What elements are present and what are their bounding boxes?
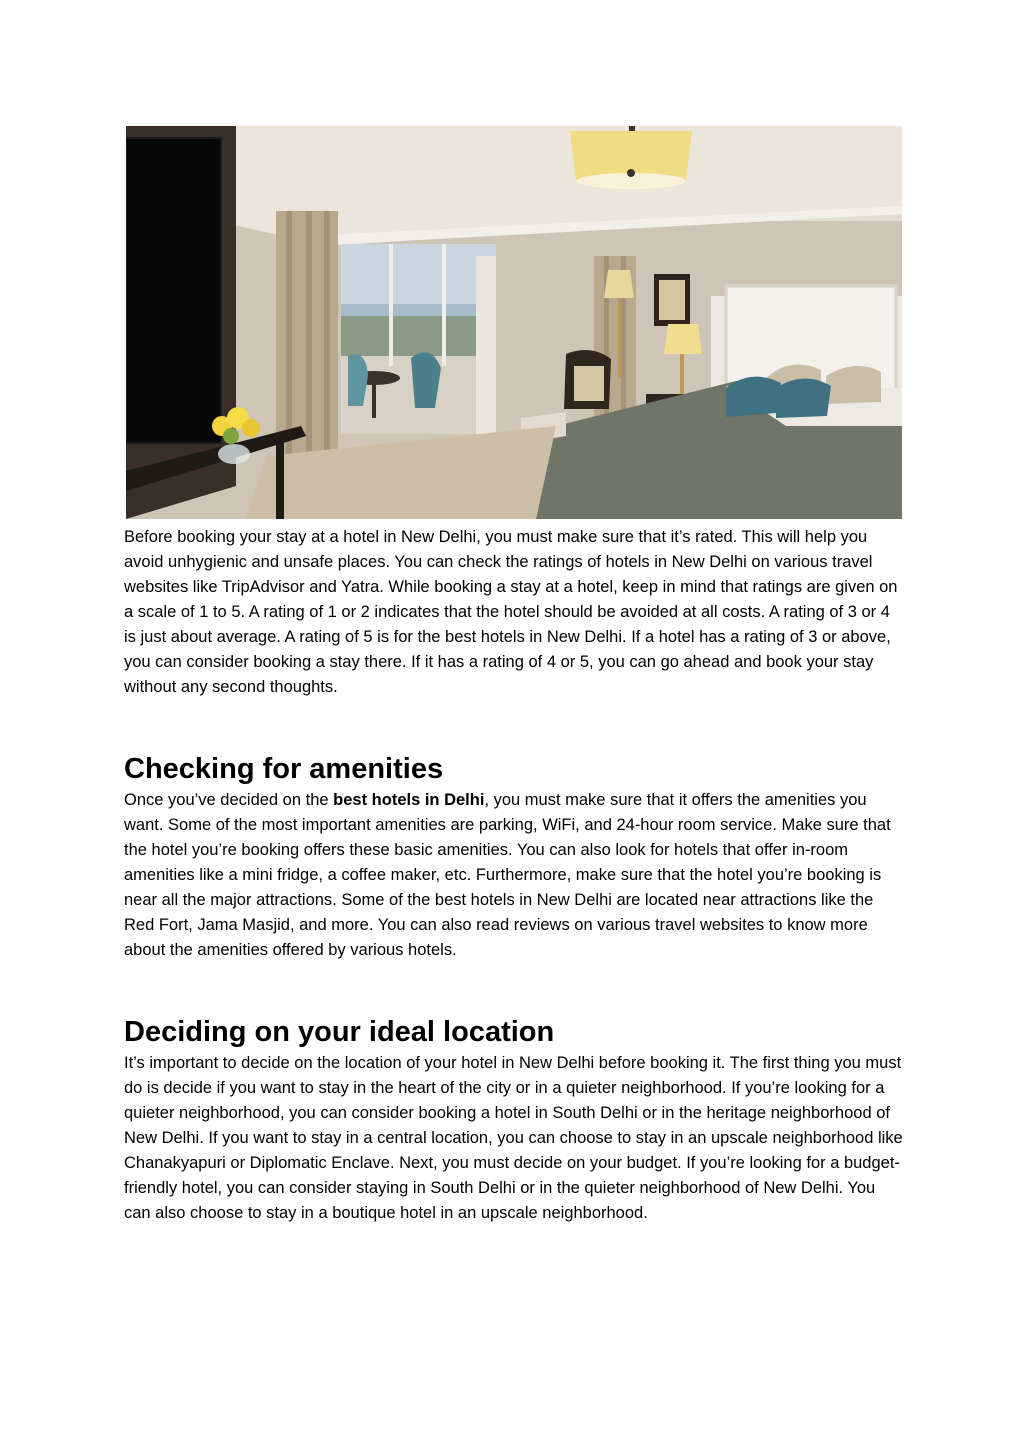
best-hotels-bold-text: best hotels in Delhi bbox=[333, 791, 485, 809]
amenities-paragraph bbox=[124, 788, 904, 963]
intro-paragraph: Before booking your stay at a hotel in New Delhi, you must make sure that it’s rated. This will help you avoid unhygienic and unsafe places. You can check the ratings of hotels in New Delhi on various travel websites like TripAdvisor and Yatra. While booking a stay at a hotel, keep in mind that ratings are given on a scale of 1 to 5. A rating of 1 or 2 indicates that the hotel should be avoided at all costs. A rating of 3 or 4 is just about average. A rating of 5 is for the best hotels in New Delhi. If a hotel has a rating of 3 or above, you can consider booking a stay there. If it has a rating of 4 or 5, you can go ahead and book your stay without any second thoughts. bbox=[124, 528, 898, 696]
amenities-text-after: , you must make sure that it offers the amenities you want. Some of the most important amenities are parking, WiFi, and 24-hour room service. Make sure that the hotel you’re booking offers these basic amenities. You can also look for hotels that offer in-room amenities like a mini fridge, a coffee maker, etc. Furthermore, make sure that the hotel you’re booking is near all the major attractions. Some of the best hotels in New Delhi are located near attractions like the Red Fort, Jama Masjid, and more. You can also read reviews on various travel websites to know more about the amenities offered by various hotels. bbox=[124, 791, 891, 959]
hotel-bedroom-photo bbox=[126, 126, 902, 519]
location-heading: Deciding on your ideal location bbox=[124, 1016, 555, 1048]
amenities-text-before: Once you’ve decided on the bbox=[124, 791, 334, 809]
location-paragraph: It’s important to decide on the location of your hotel in New Delhi before booking it. The first thing you must do is decide if you want to stay in the heart of the city or in a quieter neighborhood. If you’re looking for a quieter neighborhood, you can consider booking a hotel in South Delhi or in the heritage neighborhood of New Delhi. If you want to stay in a central location, you can choose to stay in an upscale neighborhood like Chanakyapuri or Diplomatic Enclave. Next, you must decide on your budget. If you’re looking for a budget-friendly hotel, you can consider staying in South Delhi or in the quieter neighborhood of New Delhi. You can also choose to stay in a boutique hotel in an upscale neighborhood. bbox=[124, 1054, 903, 1222]
amenities-heading: Checking for amenities bbox=[124, 753, 444, 785]
